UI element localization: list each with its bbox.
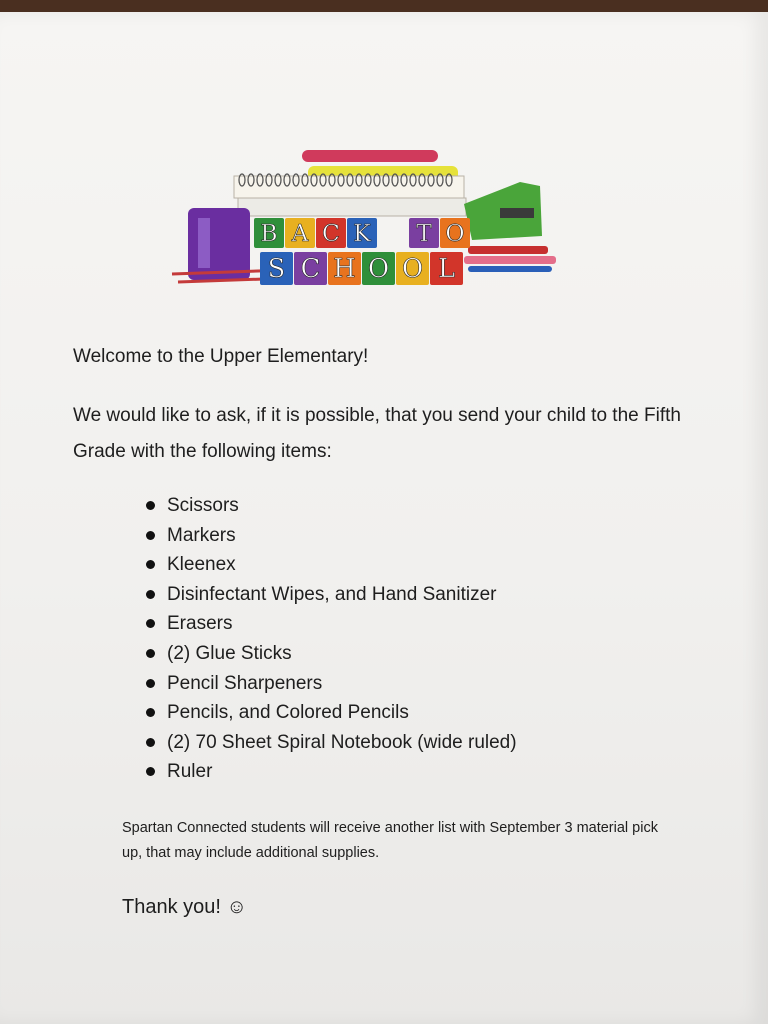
logo-letter: C xyxy=(300,254,321,285)
logo-letter: S xyxy=(267,254,286,285)
stapler-clip xyxy=(500,208,534,218)
list-item-label: Ruler xyxy=(167,761,213,783)
logo-letter: C xyxy=(322,218,340,247)
list-item xyxy=(145,521,517,551)
table-surface xyxy=(0,0,768,12)
logo-letter: L xyxy=(437,254,456,285)
thank-you-closing: Thank you! ☺ xyxy=(122,896,247,918)
list-item-label: (2) 70 Sheet Spiral Notebook (wide ruled) xyxy=(167,731,517,753)
list-item xyxy=(145,491,517,521)
logo-letter: A xyxy=(291,218,309,247)
notebook-bottom xyxy=(238,198,466,216)
bullet-icon xyxy=(146,767,155,776)
list-item-label: Markers xyxy=(167,524,236,546)
sharpener-blade xyxy=(198,218,210,268)
list-item-label: Erasers xyxy=(167,613,233,635)
bullet-icon xyxy=(146,560,155,569)
notebook-top xyxy=(234,176,464,198)
logo-letter: T xyxy=(416,218,432,247)
supply-list xyxy=(145,491,517,787)
bullet-icon xyxy=(146,649,155,658)
blue-pencil xyxy=(468,266,552,272)
list-item-label: Disinfectant Wipes, and Hand Sanitizer xyxy=(167,583,497,605)
list-item xyxy=(145,550,517,580)
red-pencil xyxy=(468,246,548,254)
welcome-heading: Welcome to the Upper Elementary! xyxy=(73,346,369,367)
list-item xyxy=(145,757,517,787)
bullet-icon xyxy=(146,590,155,599)
back-to-school-logo xyxy=(168,144,568,294)
bullet-icon xyxy=(146,708,155,717)
logo-letter: B xyxy=(260,218,278,247)
logo-row-school xyxy=(260,252,463,285)
list-item xyxy=(145,669,517,699)
bullet-icon xyxy=(146,679,155,688)
sharpener xyxy=(188,208,250,280)
logo-letter: O xyxy=(445,218,465,247)
list-item-label: Scissors xyxy=(167,495,239,516)
list-item xyxy=(145,698,517,728)
list-item-label: Pencils, and Colored Pencils xyxy=(167,702,409,724)
bullet-icon xyxy=(146,531,155,540)
list-item xyxy=(145,609,517,639)
bullet-icon xyxy=(146,619,155,628)
logo-letter: O xyxy=(401,254,424,285)
list-item xyxy=(145,728,517,758)
bullet-icon xyxy=(146,501,155,510)
pink-pencil xyxy=(302,150,438,162)
list-item-label: Kleenex xyxy=(167,554,236,576)
request-paragraph: We would like to ask, if it is possible, that you send your child to the Fifth Grade with the following items: xyxy=(73,405,681,462)
bullet-icon xyxy=(146,738,155,747)
pink-pencil-bottom xyxy=(464,256,556,264)
logo-letter: O xyxy=(367,254,390,285)
spartan-connected-note: Spartan Connected students will receive another list with September 3 material pick up, that may include additional supplies. xyxy=(122,820,658,861)
list-item xyxy=(145,580,517,610)
list-item-label: Pencil Sharpeners xyxy=(167,672,323,694)
list-item-label: (2) Glue Sticks xyxy=(167,642,292,664)
logo-row-back-to xyxy=(254,218,470,248)
list-item xyxy=(145,639,517,669)
logo-letter: K xyxy=(353,218,371,247)
logo-letter: H xyxy=(333,254,356,285)
